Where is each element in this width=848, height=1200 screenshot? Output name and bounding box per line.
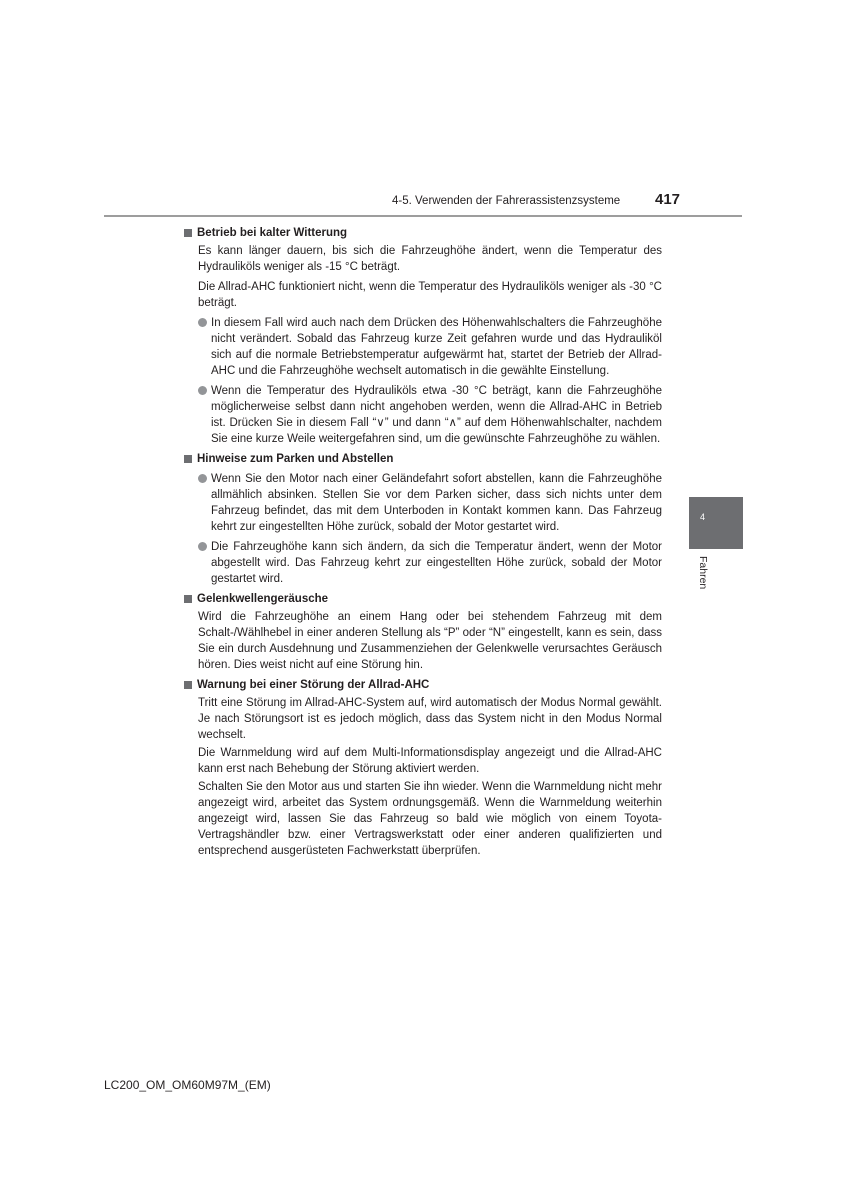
chapter-tab bbox=[689, 497, 743, 549]
square-bullet-icon bbox=[184, 229, 192, 237]
paragraph: Es kann länger dauern, bis sich die Fahrzeughöhe ändert, wenn die Temperatur des Hydrauliköls weniger als -15 °C beträgt. bbox=[198, 245, 662, 273]
chapter-number: 4 bbox=[700, 512, 706, 522]
paragraph: Schalten Sie den Motor aus und starten Sie ihn wieder. Wenn die Warnmeldung nicht mehr angezeigt wird, arbeitet das System ordnungsgemäß. Wenn die Warnmeldung weiterhin angezeigt wird, lassen Sie das Fahrzeug so bald wie möglich von einem Toyota-Vertragshändler bzw. einer Vertragswerkstatt oder einer anderen qualifizierten und entsprechend ausgerüsteten Fachwerkstatt überprüfen. bbox=[198, 781, 662, 857]
paragraph: Wird die Fahrzeughöhe an einem Hang oder bei stehendem Fahrzeug mit dem Schalt-/Wählhebel in einer anderen Stellung als “P” oder “N” eingestellt, kann es sein, dass Sie ein durch Ausdehnung und Zusammenziehen der Gelenkwelle verursachtes Geräusch hören. Dies weist nicht auf eine Störung hin. bbox=[198, 611, 662, 671]
chapter-label: Fahren bbox=[697, 556, 709, 590]
circle-bullet-icon bbox=[198, 542, 207, 551]
square-bullet-icon bbox=[184, 681, 192, 689]
circle-bullet-icon bbox=[198, 318, 207, 327]
section-heading: Gelenkwellengeräusche bbox=[184, 591, 662, 607]
square-bullet-icon bbox=[184, 595, 192, 603]
page-number: 417 bbox=[655, 191, 681, 208]
paragraph: Die Warnmeldung wird auf dem Multi-Informationsdisplay angezeigt und die Allrad-AHC kann erst nach Behebung der Störung aktiviert werden. bbox=[198, 747, 662, 775]
section-heading: Betrieb bei kalter Witterung bbox=[184, 225, 662, 241]
page-content bbox=[184, 224, 662, 863]
square-bullet-icon bbox=[184, 455, 192, 463]
section-heading: Hinweise zum Parken und Abstellen bbox=[184, 451, 662, 467]
circle-bullet-icon bbox=[198, 474, 207, 483]
header-divider bbox=[104, 215, 742, 217]
list-item: Wenn die Temperatur des Hydrauliköls etwa -30 °C beträgt, kann die Fahrzeughöhe möglicherweise selbst dann nicht angehoben werden, wenn die Allrad-AHC in Betrieb ist. Drücken Sie in diesem Fall “∨” und dann “∧” auf dem Höhenwahlschalter, nachdem Sie eine kurze Weile weitergefahren sind, um die gewünschte Fahrzeughöhe zu wählen. bbox=[198, 383, 662, 447]
document-code: LC200_OM_OM60M97M_(EM) bbox=[104, 1078, 271, 1092]
circle-bullet-icon bbox=[198, 386, 207, 395]
section-header: 4-5. Verwenden der Fahrerassistenzsysteme bbox=[392, 195, 621, 207]
paragraph: Die Allrad-AHC funktioniert nicht, wenn die Temperatur des Hydrauliköls weniger als -30 °C beträgt. bbox=[198, 281, 662, 309]
paragraph: Tritt eine Störung im Allrad-AHC-System auf, wird automatisch der Modus Normal gewählt. Je nach Störungsort ist es jedoch möglich, dass das System nicht in den Modus Normal wechselt. bbox=[198, 697, 662, 741]
list-item: Wenn Sie den Motor nach einer Geländefahrt sofort abstellen, kann die Fahrzeughöhe allmählich absinken. Stellen Sie vor dem Parken sicher, dass sich nichts unter dem Fahrzeug befindet, das mit dem Unterboden in Kontakt kommen kann. Das Fahrzeug kehrt zur eingestellten Höhe zurück, sobald der Motor gestartet wird. bbox=[198, 471, 662, 535]
list-item: Die Fahrzeughöhe kann sich ändern, da sich die Temperatur ändert, wenn der Motor abgestellt wird. Das Fahrzeug kehrt zur eingestellten Höhe zurück, sobald der Motor gestartet wird. bbox=[198, 539, 662, 587]
section-heading: Warnung bei einer Störung der Allrad-AHC bbox=[184, 677, 662, 693]
list-item: In diesem Fall wird auch nach dem Drücken des Höhenwahlschalters die Fahrzeughöhe nicht verändert. Sobald das Fahrzeug kurze Zeit gefahren wurde und das Hydrauliköl sich auf die normale Betriebstemperatur aufgewärmt hat, startet der Betrieb der Allrad-AHC und die Fahrzeughöhe wechselt automatisch in die gewählte Einstellung. bbox=[198, 315, 662, 379]
